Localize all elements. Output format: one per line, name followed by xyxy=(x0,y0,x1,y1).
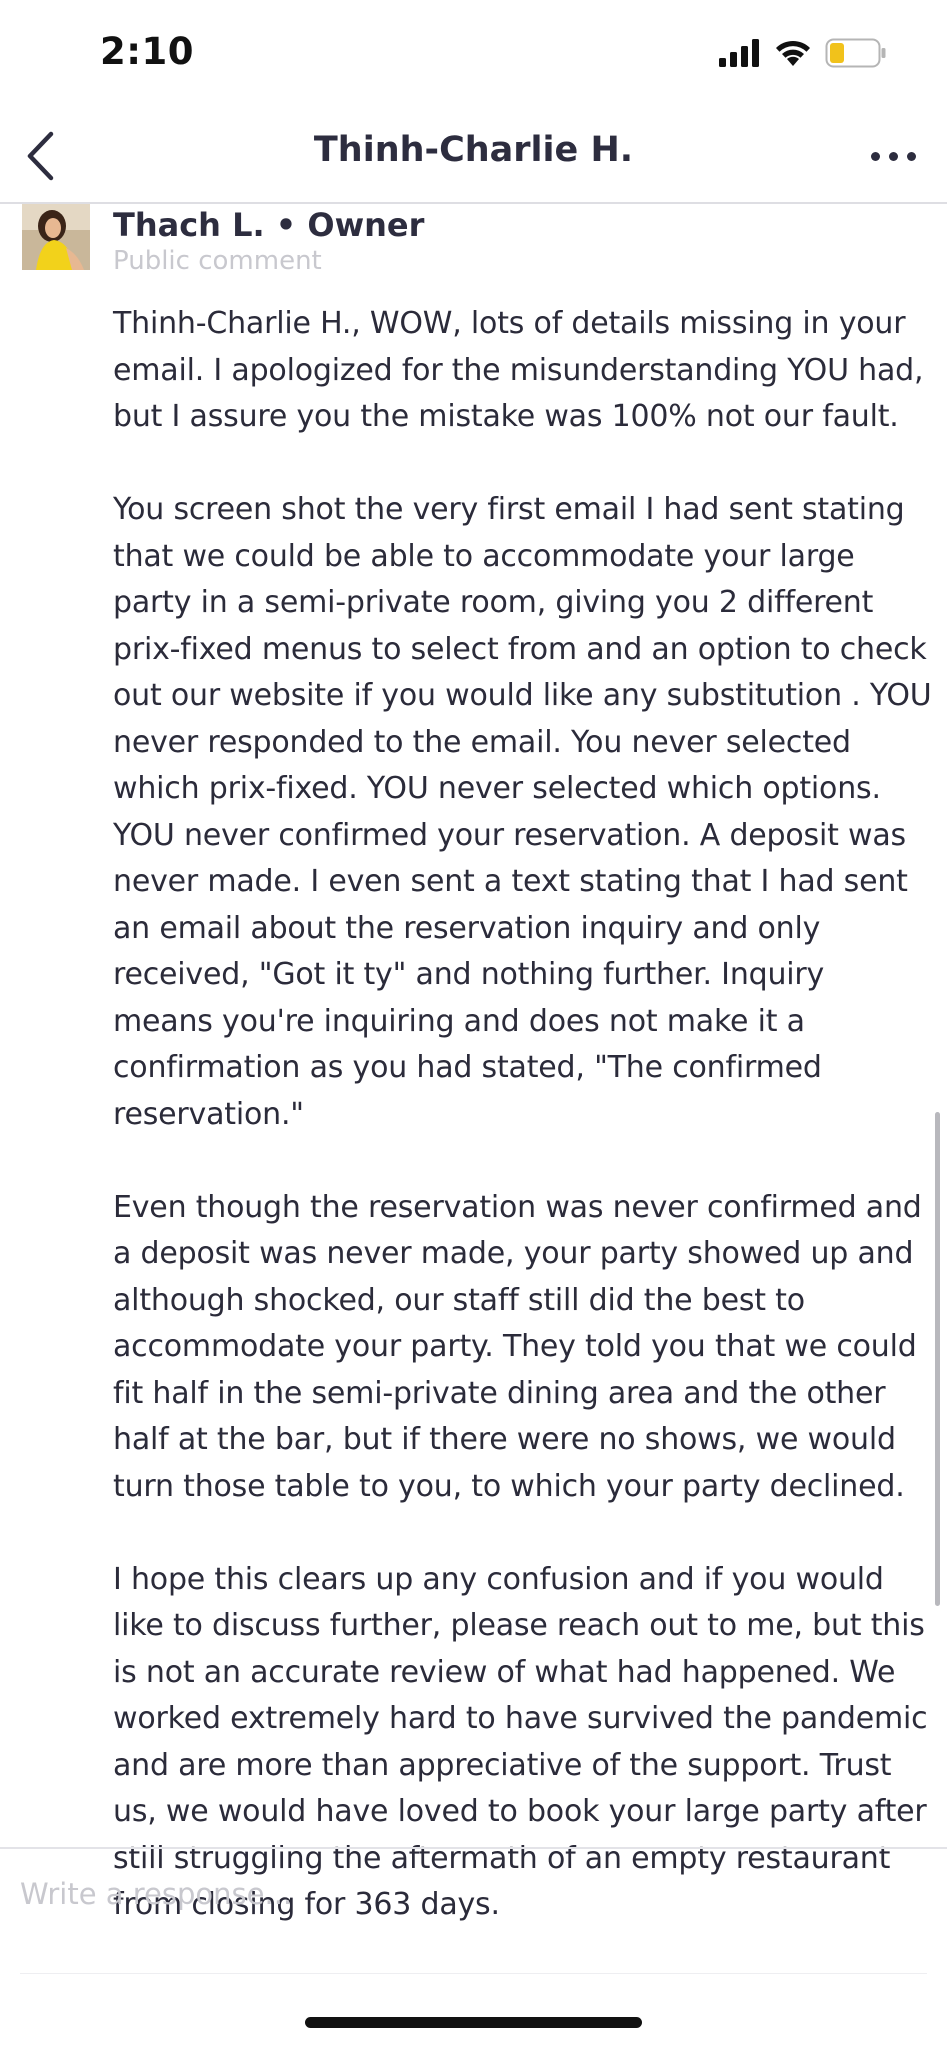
comment-author[interactable]: Thach L. • Owner xyxy=(113,206,425,244)
comment-visibility: Public comment xyxy=(113,246,322,276)
wifi-icon xyxy=(773,38,813,68)
nav-header xyxy=(0,110,947,204)
comment-paragraph: You screen shot the very first email I had sent stating that we could be able to accommodate your large party in a semi-private room, giving you 2 different prix-fixed menus to select from and an option to check out our website if you would like any substitution . YOU never responded to the email. You never selected which prix-fixed. YOU never selected which options. YOU never confirmed your reservation. A deposit was never made. I even sent a text stating that I had sent an email about the reservation inquiry and only received, "Got it ty" and nothing further. Inquiry means you're inquiring and does not make it a confirmation as you had stated, "The confirmed reservation." xyxy=(113,492,932,1132)
cellular-signal-icon xyxy=(719,39,761,67)
response-input[interactable] xyxy=(20,1867,900,1921)
status-icons xyxy=(719,36,887,70)
divider xyxy=(20,1973,927,1974)
comment-thread xyxy=(0,204,947,1922)
status-time: 2:10 xyxy=(100,30,195,73)
more-options-button[interactable] xyxy=(857,128,929,184)
more-dot xyxy=(889,152,898,161)
comment-paragraph: Thinh-Charlie H., WOW, lots of details missing in your email. I apologized for the misunderstanding YOU had, but I assure you the mistake was 100% not our fault. xyxy=(113,306,924,434)
battery-low-icon xyxy=(825,38,887,68)
page-title: Thinh-Charlie H. xyxy=(313,130,634,170)
comment-paragraph: I hope this clears up any confusion and if you would like to discuss further, please reach out to me, but this is not an accurate review of what had happened. We worked extremely hard to have survived the pandemic and are more than appreciative of the support. Trust us, we would have loved to book your large party after still struggling the aftermath of an empty restaurant from closing for 363 days. xyxy=(113,1561,928,1922)
more-dot xyxy=(907,152,916,161)
avatar[interactable] xyxy=(22,204,90,270)
response-bar xyxy=(0,1847,947,1973)
status-bar xyxy=(0,0,947,110)
profile-photo-icon xyxy=(22,204,90,270)
scrollbar[interactable] xyxy=(935,1112,940,1606)
home-indicator[interactable] xyxy=(305,2017,642,2028)
more-horizontal-icon xyxy=(871,152,880,161)
comment-paragraph: Even though the reservation was never confirmed and a deposit was never made, your party showed up and although shocked, our staff still did the best to accommodate your party. They told you that we could fit half in the semi-private dining area and the other half at the bar, but if there were no shows, we would turn those table to you, to which your party declined. xyxy=(113,1189,922,1504)
comment-body xyxy=(113,301,933,1929)
